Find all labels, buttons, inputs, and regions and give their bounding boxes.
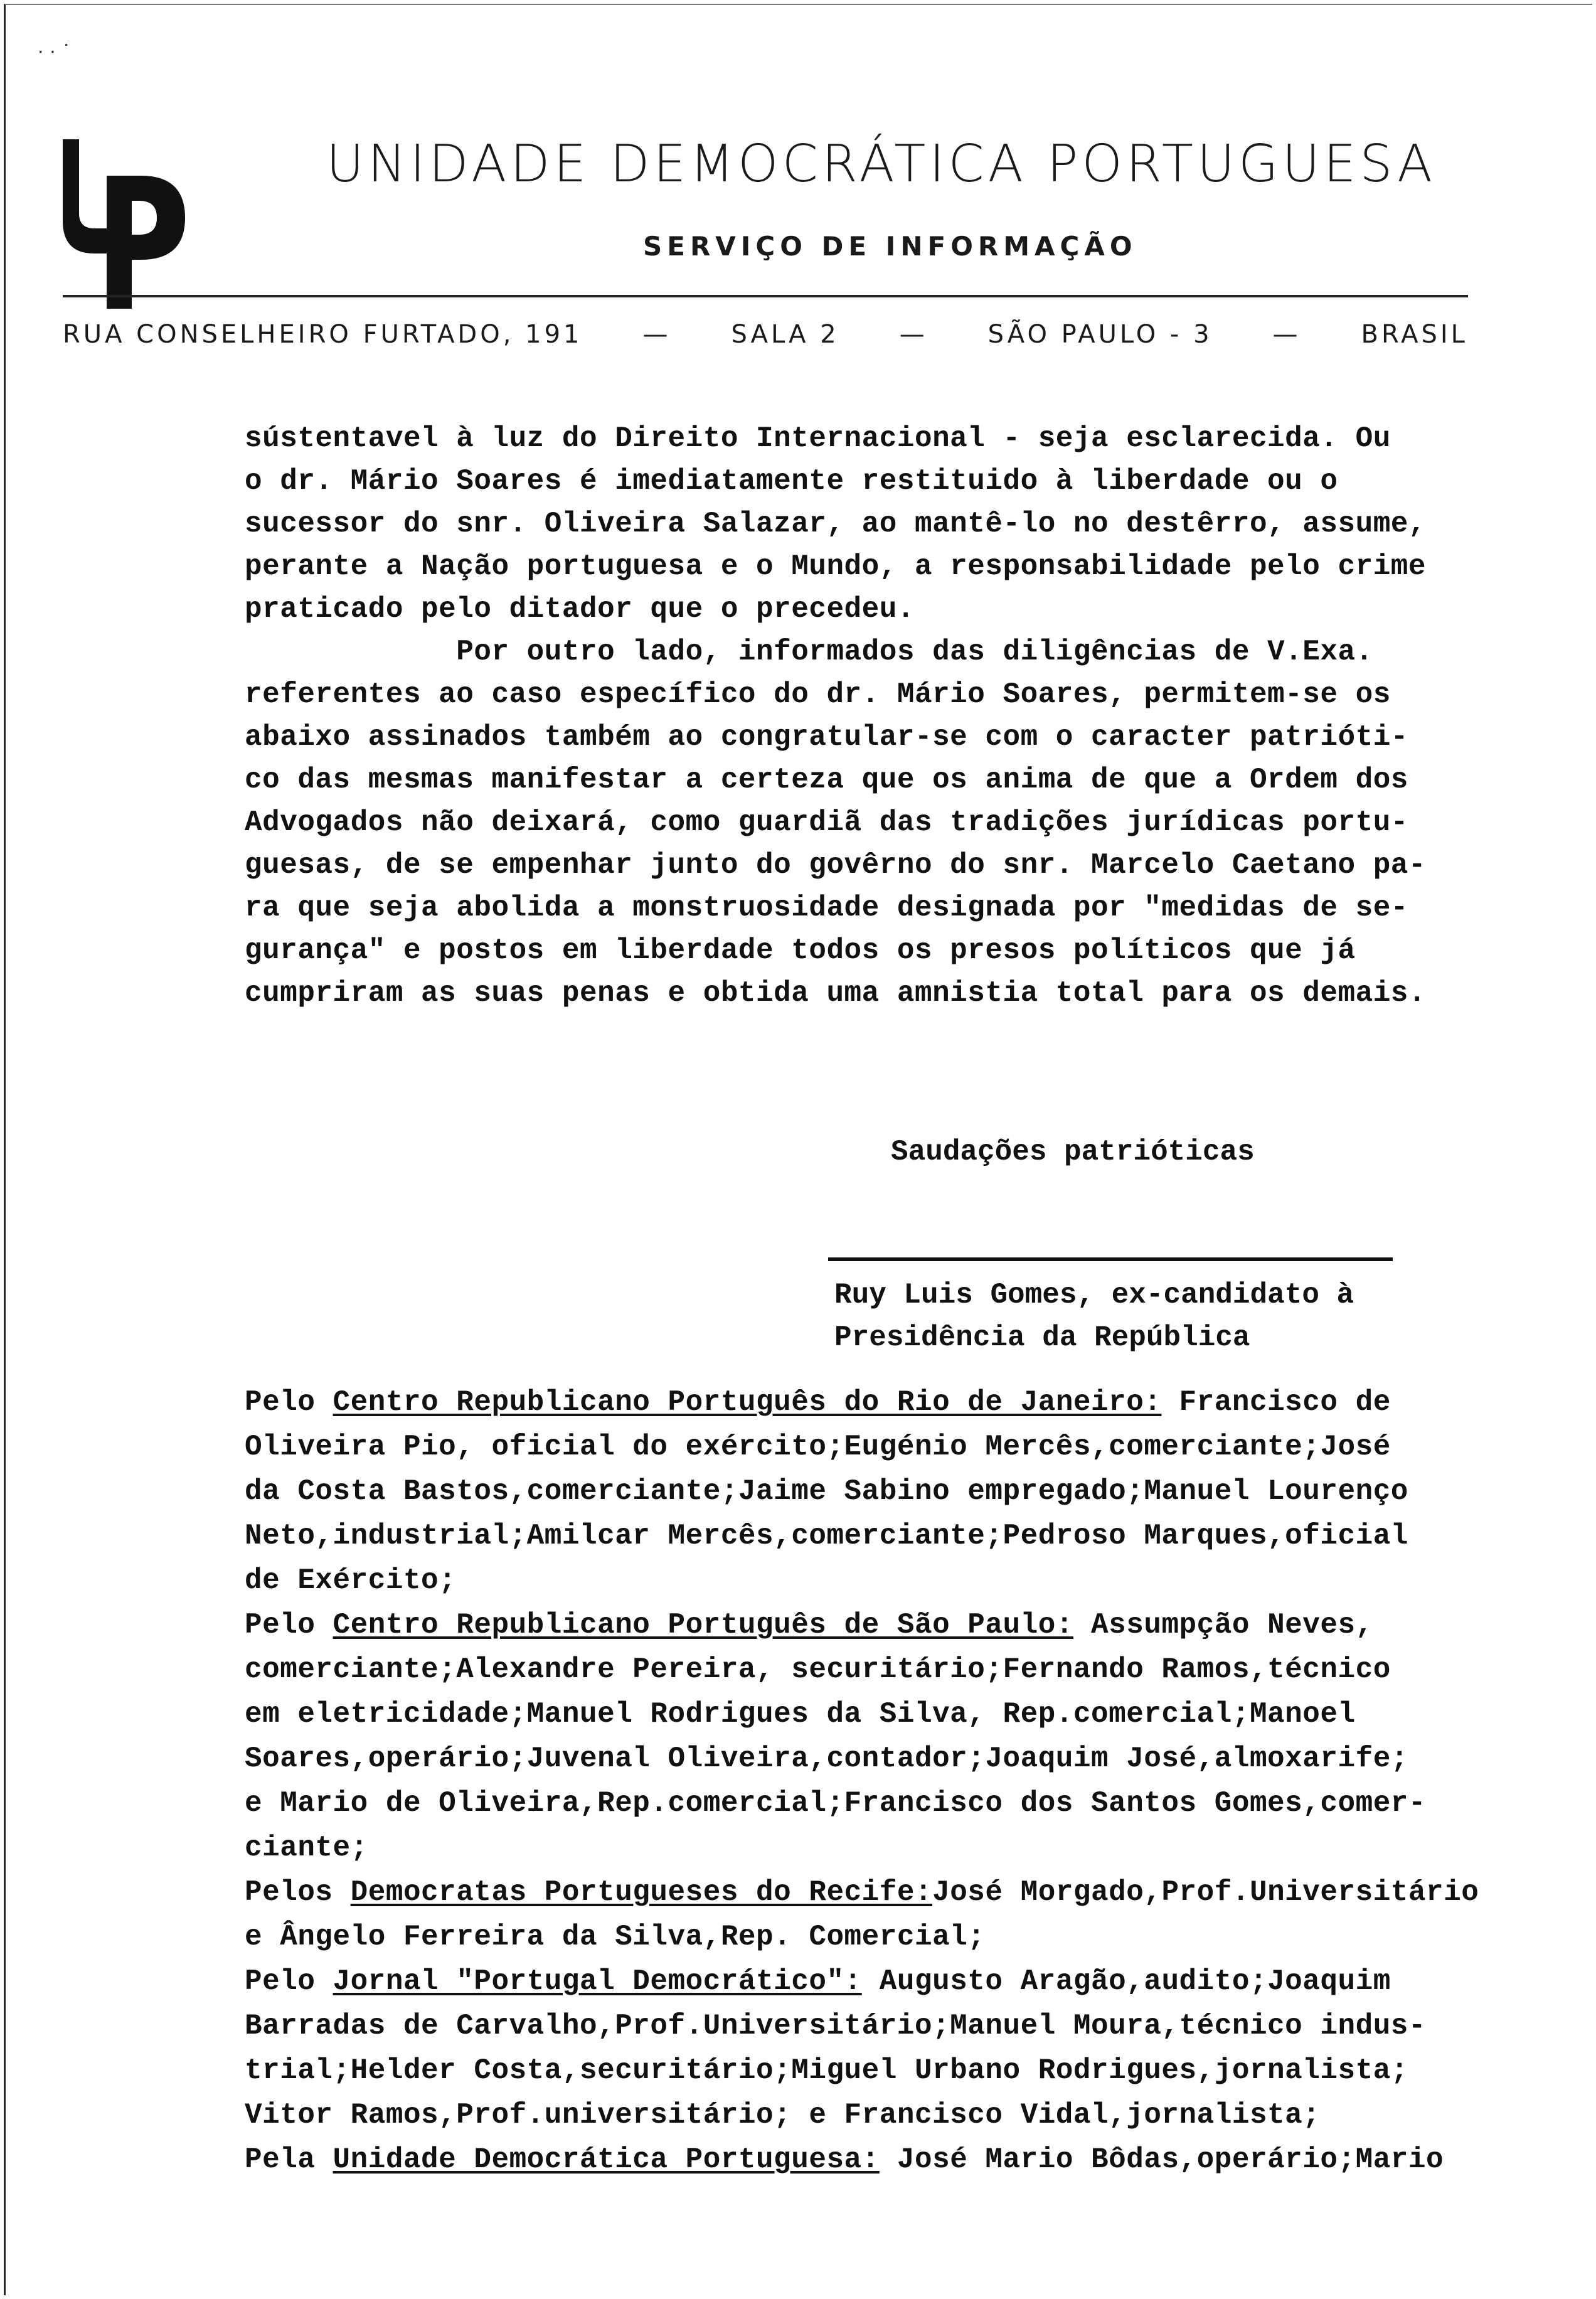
body-line: sústentavel à luz do Direito Internacional - seja esclarecida. Ou xyxy=(245,422,1391,455)
signer-name: Ruy Luis Gomes, ex-candidato à xyxy=(834,1279,1354,1311)
signer-block xyxy=(834,1274,1354,1359)
body-line: Por outro lado, informados das diligências de V.Exa. xyxy=(245,636,1373,668)
organization-title: UNIDADE DEMOCRÁTICA PORTUGUESA xyxy=(326,134,1437,194)
group-prefix: Pelo xyxy=(245,1609,333,1641)
org-name-underlined: Centro Republicano Português de São Paulo: xyxy=(332,1609,1073,1641)
body-line: referentes ao caso específico do dr. Mário Soares, permitem-se os xyxy=(245,678,1391,711)
group-members: José Mario Bôdas,operário;Mario xyxy=(879,2143,1444,2176)
address-country: BRASIL xyxy=(1361,320,1468,349)
group-members: Francisco de Oliveira Pio, oficial do exército;Eugénio Mercês,comerciante;José da Costa Bastos,comerciante;Jaime Sabino empregado;Manuel Lourenço Neto,industrial;Amilcar Mercês,comerciante;Pedroso Marques,oficial de Exército; xyxy=(245,1386,1408,1597)
body-line: abaixo assinados também ao congratular-se com o caracter patrióti- xyxy=(245,721,1408,754)
group-members: Assumpção Neves, comerciante;Alexandre Pereira, securitário;Fernando Ramos,técnico em eletricidade;Manuel Rodrigues da Silva, Rep.comercial;Manoel Soares,operário;Juvenal Oliveira,contador;Joaquim José,almoxarife; e Mario de Oliveira,Rep.comercial;Francisco dos Santos Gomes,comer- ciante; xyxy=(245,1609,1427,1864)
address-city: SÃO PAULO - 3 xyxy=(987,320,1213,349)
org-name-underlined: Centro Republicano Português do Rio de Janeiro: xyxy=(332,1386,1162,1419)
body-line: perante a Nação portuguesa e o Mundo, a responsabilidade pelo crime xyxy=(245,550,1427,583)
address-separator: — xyxy=(642,320,671,349)
address-separator: — xyxy=(1272,320,1301,349)
address-street: RUA CONSELHEIRO FURTADO, 191 xyxy=(63,320,583,349)
body-line: co das mesmas manifestar a certeza que os anima de que a Ordem dos xyxy=(245,764,1408,796)
department-subtitle: SERVIÇO DE INFORMAÇÃO xyxy=(643,231,1137,262)
body-line: Advogados não deixará, como guardiã das tradições jurídicas portu- xyxy=(245,806,1408,839)
letterhead-address xyxy=(63,320,1468,349)
signer-title: Presidência da República xyxy=(834,1321,1250,1354)
body-line: guesas, de se empenhar junto do govêrno do snr. Marcelo Caetano pa- xyxy=(245,849,1427,882)
letter-body xyxy=(245,417,1562,1015)
group-prefix: Pelo xyxy=(245,1965,333,1998)
org-name-underlined: Democratas Portugueses do Recife: xyxy=(350,1876,933,1909)
body-line: sucessor do snr. Oliveira Salazar, ao mantê-lo no destêrro, assume, xyxy=(245,508,1427,540)
signature-line xyxy=(828,1257,1393,1261)
body-line: ra que seja abolida a monstruosidade designada por "medidas de se- xyxy=(245,892,1408,924)
org-name-underlined: Jornal "Portugal Democrático": xyxy=(332,1965,862,1998)
udp-logo xyxy=(63,139,188,309)
group-prefix: Pela xyxy=(245,2143,333,2176)
body-line: praticado pelo ditador que o precedeu. xyxy=(245,593,915,626)
group-prefix: Pelo xyxy=(245,1386,333,1419)
group-members: José Morgado,Prof.Universitário e Ângelo Ferreira da Silva,Rep. Comercial; xyxy=(245,1876,1479,1953)
address-separator: — xyxy=(899,320,928,349)
signatories-list xyxy=(245,1380,1575,2182)
org-name-underlined: Unidade Democrática Portuguesa: xyxy=(332,2143,880,2176)
closing-salutation: Saudações patrióticas xyxy=(891,1136,1255,1168)
body-line: cumpriram as suas penas e obtida uma amnistia total para os demais. xyxy=(245,977,1427,1010)
body-line: o dr. Mário Soares é imediatamente restituido à liberdade ou o xyxy=(245,465,1338,498)
address-room: SALA 2 xyxy=(731,320,839,349)
group-prefix: Pelos xyxy=(245,1876,351,1909)
body-line: gurança" e postos em liberdade todos os presos políticos que já xyxy=(245,934,1356,967)
group-members: Augusto Aragão,audito;Joaquim Barradas de Carvalho,Prof.Universitário;Manuel Moura,técnico indus- trial;Helder Costa,securitário;Miguel Urbano Rodrigues,jornalista; Vitor Ramos,Prof.universitário; e Francisco Vidal,jornalista; xyxy=(245,1965,1427,2131)
letterhead-divider xyxy=(63,295,1468,297)
scan-specks: · · ˙ xyxy=(38,41,72,63)
